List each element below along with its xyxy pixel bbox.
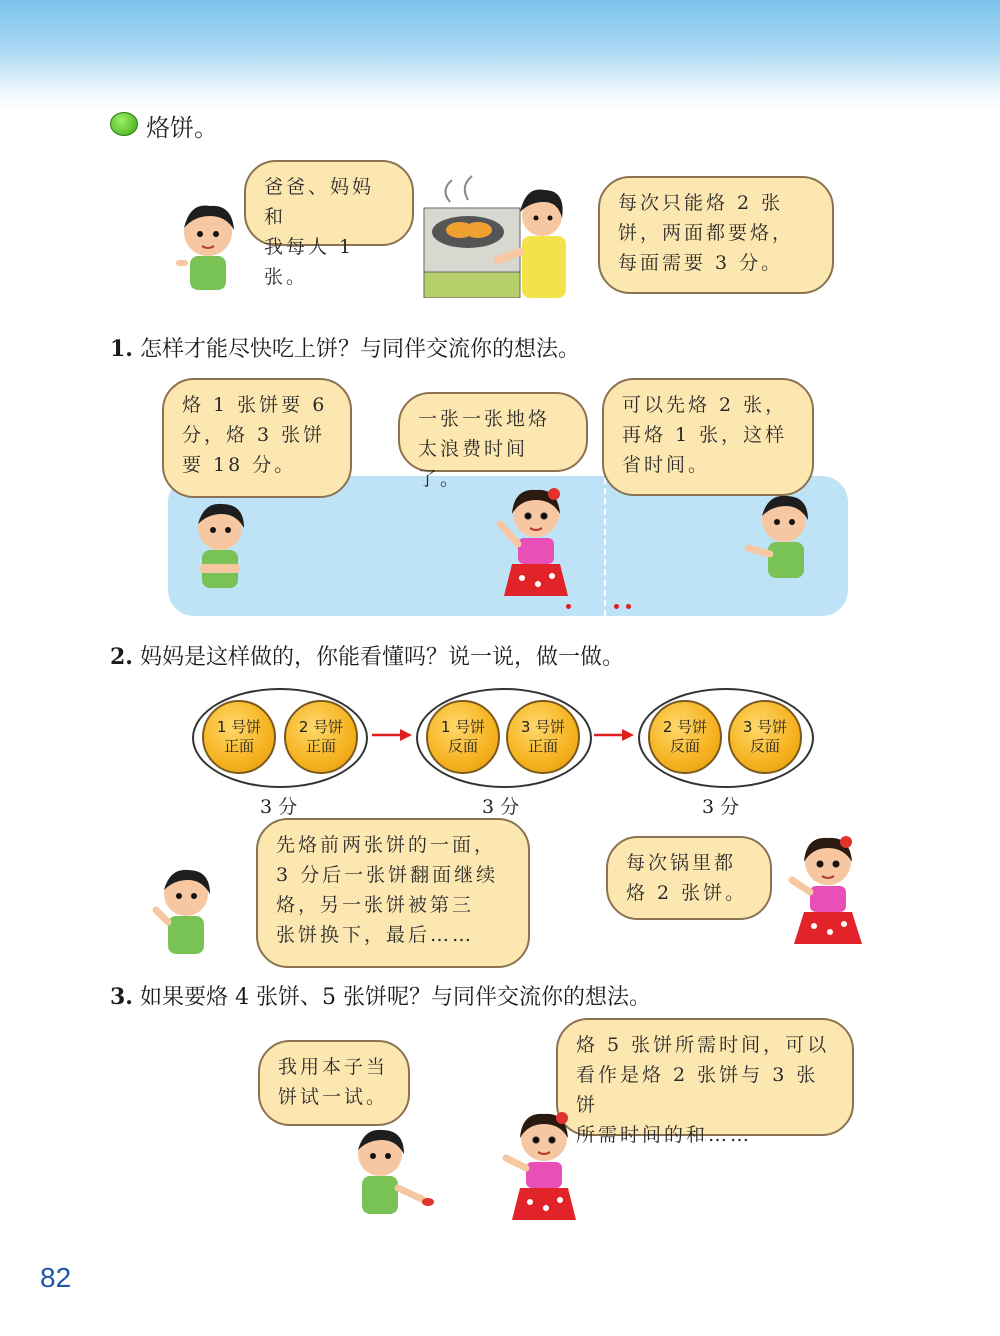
arrow-right-icon xyxy=(594,727,634,746)
decorative-dots xyxy=(566,604,636,612)
cake-label-side: 反面 xyxy=(749,737,780,755)
boy-illustration xyxy=(170,200,246,300)
question-1-number: 1. xyxy=(110,336,133,362)
cake-label-number: 3 号饼 xyxy=(520,718,566,736)
cake-label-side: 反面 xyxy=(447,737,478,755)
cake-label-number: 2 号饼 xyxy=(298,718,344,736)
cake-label-number: 3 号饼 xyxy=(742,718,788,736)
cake-label-side: 反面 xyxy=(669,737,700,755)
q1-dashed-divider xyxy=(604,468,606,616)
question-2 xyxy=(110,640,624,671)
q1-bubble-c: 可以先烙 2 张， 再烙 1 张，这样 省时间。 xyxy=(602,378,814,496)
q2-girl-bubble: 每次锅里都 烙 2 张饼。 xyxy=(606,836,772,920)
step-3-cake-2 xyxy=(728,700,802,774)
girl-illustration-q2 xyxy=(780,832,876,950)
step-1-cake-2 xyxy=(284,700,358,774)
question-2-text: 妈妈是这样做的，你能看懂吗？说一说，做一做。 xyxy=(139,645,624,670)
cake-label-side: 正面 xyxy=(305,737,336,755)
mom-cooking-illustration xyxy=(420,172,585,298)
question-3 xyxy=(110,980,651,1011)
section-title: 烙饼。 xyxy=(146,114,218,142)
question-2-number: 2. xyxy=(110,644,133,670)
q2-boy-bubble: 先烙前两张饼的一面， 3 分后一张饼翻面继续 烙，另一张饼被第三 张饼换下，最后…… xyxy=(256,818,530,968)
question-1-text: 怎样才能尽快吃上饼？与同伴交流你的想法。 xyxy=(139,337,580,362)
question-1 xyxy=(110,332,580,363)
boy-illustration-q2 xyxy=(150,866,220,958)
step-2-minutes: 3 分 xyxy=(482,796,520,818)
question-3-number: 3. xyxy=(110,984,133,1010)
q3-girl-bubble: 烙 5 张饼所需时间，可以 看作是烙 2 张饼与 3 张饼 所需时间的和…… xyxy=(556,1018,854,1136)
step-1-cake-1 xyxy=(202,700,276,774)
step-1-minutes: 3 分 xyxy=(260,796,298,818)
step-3-cake-1 xyxy=(648,700,722,774)
step-3-minutes: 3 分 xyxy=(702,796,740,818)
sky-header xyxy=(0,0,1000,110)
page-number: 82 xyxy=(40,1262,72,1293)
cake-label-side: 正面 xyxy=(223,737,254,755)
q3-boy-bubble: 我用本子当 饼试一试。 xyxy=(258,1040,410,1126)
intro-boy-bubble: 爸爸、妈妈和 我每人 1 张。 xyxy=(244,160,414,246)
cake-label-number: 2 号饼 xyxy=(662,718,708,736)
girl-illustration-q1 xyxy=(492,484,580,602)
girl-illustration-q3 xyxy=(498,1108,588,1226)
intro-mom-bubble: 每次只能烙 2 张 饼，两面都要烙， 每面需要 3 分。 xyxy=(598,176,834,294)
q1-bubble-a: 烙 1 张饼要 6 分，烙 3 张饼 要 18 分。 xyxy=(162,378,352,498)
section-dot-icon xyxy=(110,112,138,136)
cake-label-side: 正面 xyxy=(527,737,558,755)
q1-bubble-b: 一张一张地烙 太浪费时间了。 xyxy=(398,392,588,472)
step-2-cake-2 xyxy=(506,700,580,774)
cake-label-number: 1 号饼 xyxy=(440,718,486,736)
boy-illustration-q3 xyxy=(340,1126,436,1218)
arrow-right-icon xyxy=(372,727,412,746)
cake-label-number: 1 号饼 xyxy=(216,718,262,736)
boy-illustration-q1 xyxy=(744,492,820,582)
boy-arms-crossed-illustration xyxy=(186,500,256,592)
step-2-cake-1 xyxy=(426,700,500,774)
question-3-text: 如果要烙 4 张饼、5 张饼呢？与同伴交流你的想法。 xyxy=(139,985,651,1010)
